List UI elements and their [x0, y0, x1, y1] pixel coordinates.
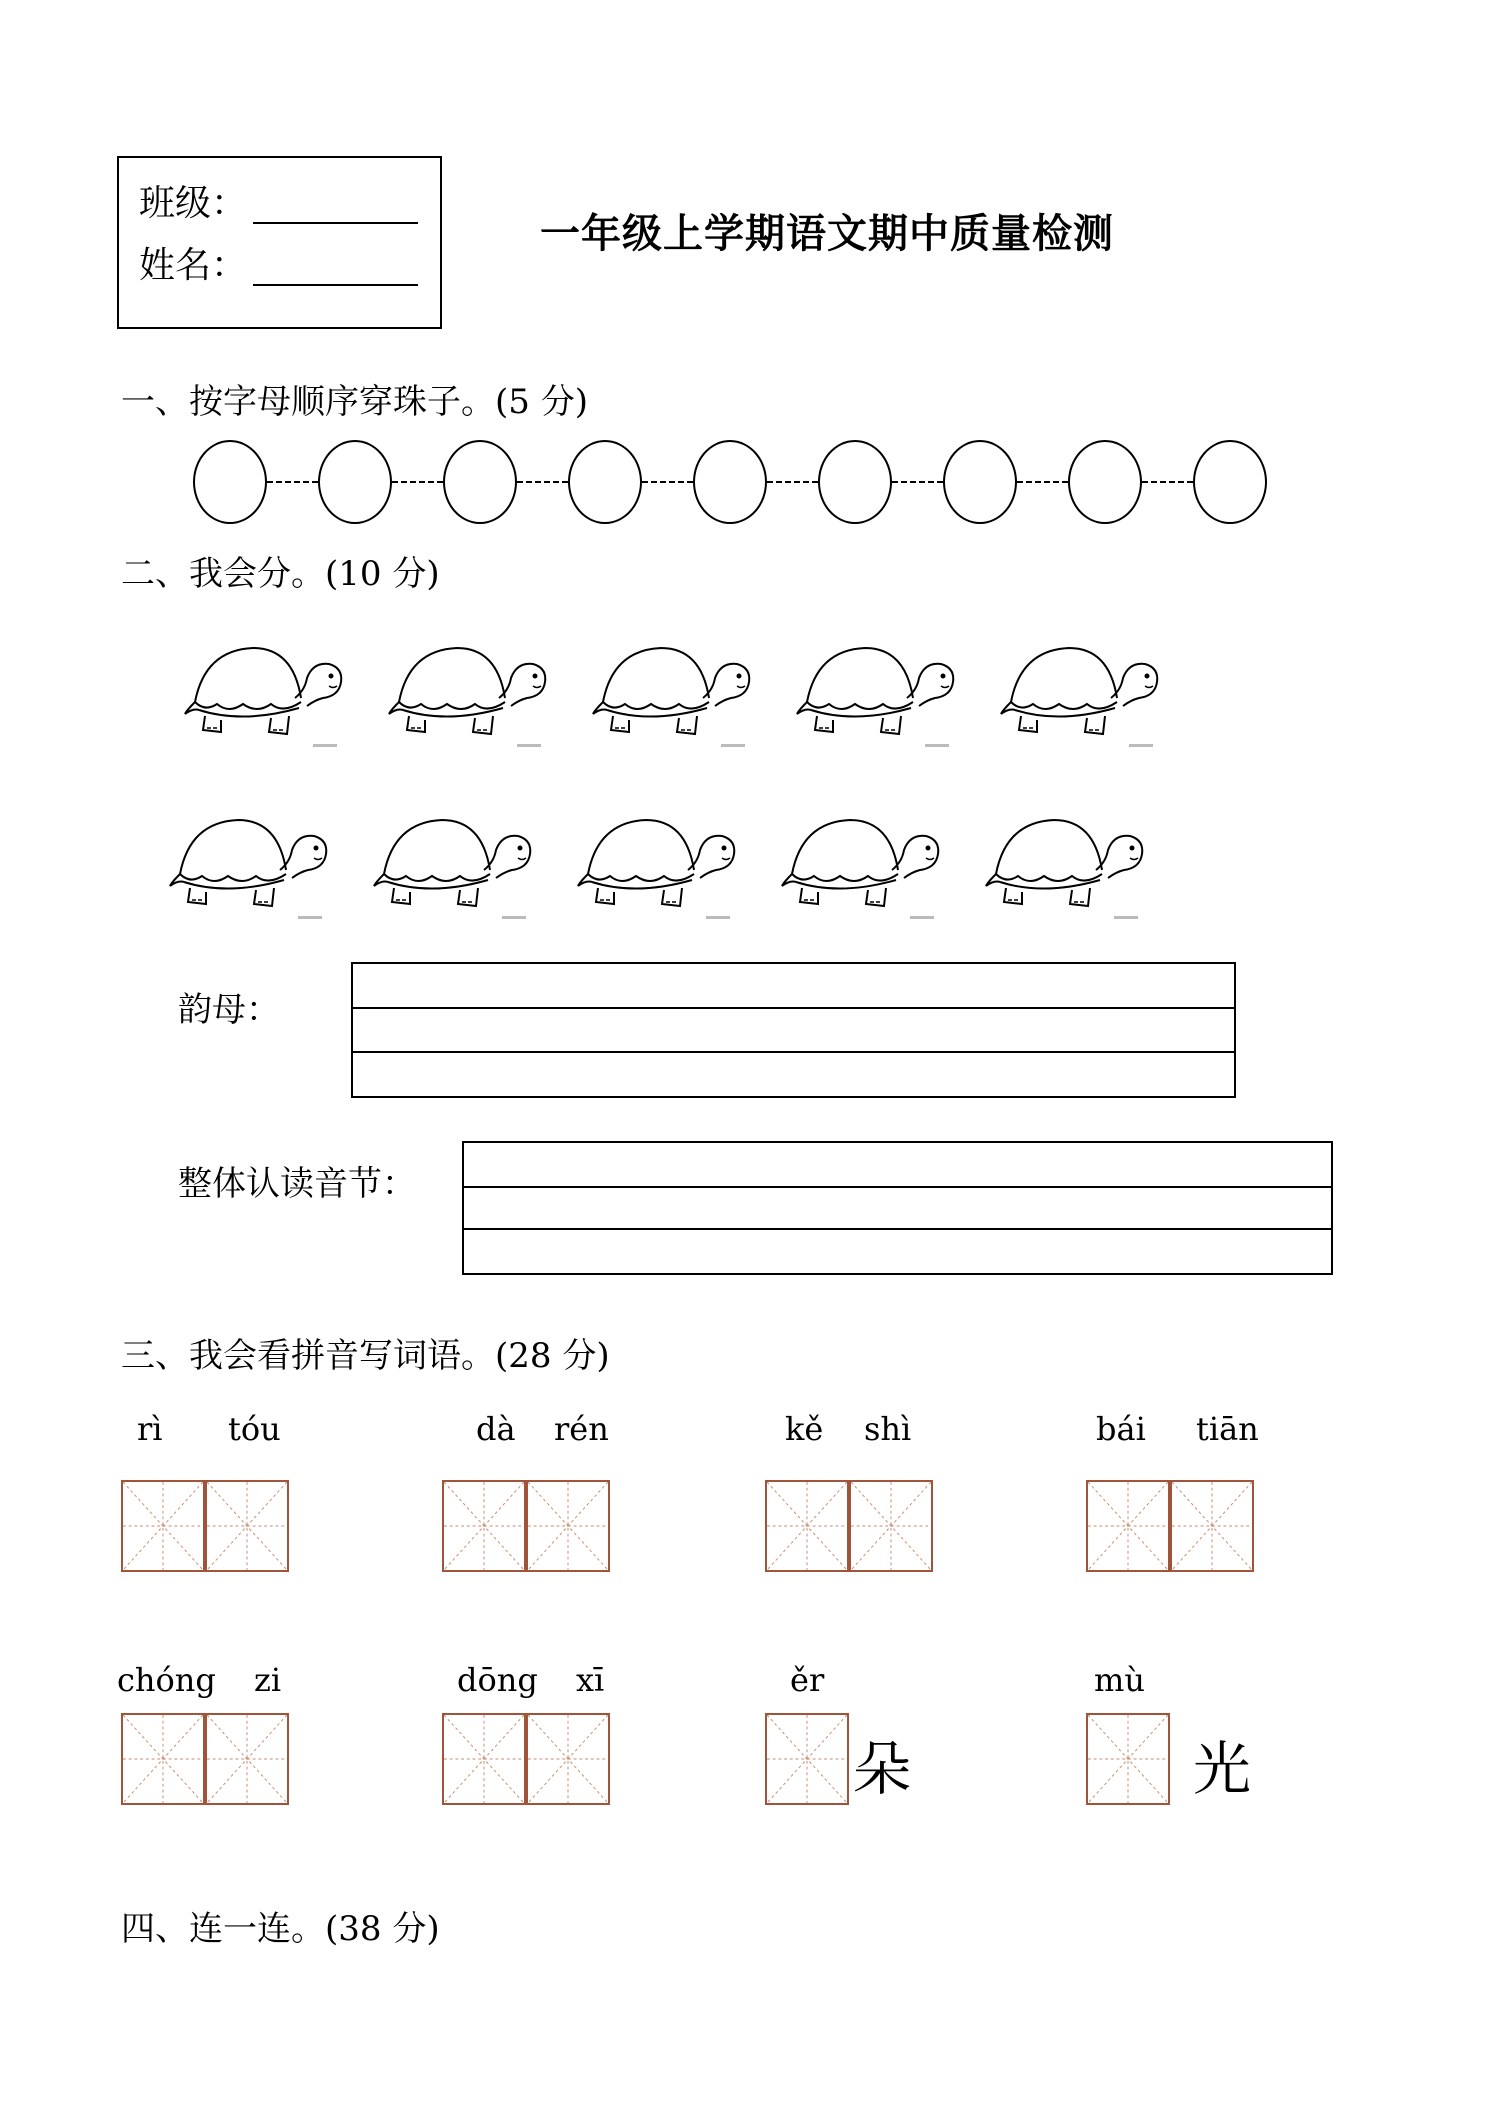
image-mark [502, 916, 526, 919]
turtle-image [372, 812, 532, 922]
turtle-image [999, 640, 1159, 750]
student-info-box [117, 156, 442, 329]
section4-heading: 四、连一连。(38 分) [121, 1909, 440, 1949]
given-character: 光 [1193, 1735, 1252, 1803]
page-title: 一年级上学期语文期中质量检测 [540, 210, 1114, 257]
writing-grid-cell[interactable] [1170, 1480, 1254, 1572]
finals-answer-lines[interactable] [351, 962, 1236, 1098]
writing-grid-cell[interactable] [442, 1713, 526, 1805]
answer-line [464, 1186, 1331, 1188]
pinyin: rì [137, 1410, 163, 1448]
section3-heading: 三、我会看拼音写词语。(28 分) [121, 1336, 610, 1376]
writing-grid-cell[interactable] [765, 1713, 849, 1805]
bead-circle[interactable] [193, 440, 267, 524]
bead-link [642, 481, 693, 483]
pinyin: shì [864, 1410, 912, 1448]
bead-circle[interactable] [693, 440, 767, 524]
bead-link [517, 481, 568, 483]
class-blank[interactable] [253, 190, 418, 224]
syllables-answer-lines[interactable] [462, 1141, 1333, 1275]
name-blank[interactable] [253, 252, 418, 286]
turtle-image [576, 812, 736, 922]
image-mark [313, 744, 337, 747]
turtle-image [984, 812, 1144, 922]
writing-grid-cell[interactable] [526, 1480, 610, 1572]
bead-circle[interactable] [568, 440, 642, 524]
class-row [139, 184, 418, 224]
bead-link [392, 481, 443, 483]
writing-grid-cell[interactable] [205, 1713, 289, 1805]
bead-link [1017, 481, 1068, 483]
bead-circle[interactable] [818, 440, 892, 524]
writing-grid-cell[interactable] [1086, 1713, 1170, 1805]
writing-grid-cell[interactable] [1086, 1480, 1170, 1572]
name-row [139, 246, 418, 286]
class-label: 班级： [139, 183, 248, 224]
pinyin: ěr [790, 1661, 825, 1699]
turtle-image [183, 640, 343, 750]
section2-heading: 二、我会分。(10 分) [121, 554, 440, 594]
given-character: 朵 [853, 1735, 912, 1803]
answer-line [464, 1228, 1331, 1230]
image-mark [298, 916, 322, 919]
bead-link [892, 481, 943, 483]
finals-label: 韵母： [178, 990, 280, 1030]
section1-heading: 一、按字母顺序穿珠子。(5 分) [121, 382, 588, 422]
pinyin: dà [476, 1410, 516, 1448]
pinyin: bái [1096, 1410, 1146, 1448]
turtle-image [168, 812, 328, 922]
bead-circle[interactable] [943, 440, 1017, 524]
bead-link [1142, 481, 1193, 483]
writing-grid-cell[interactable] [205, 1480, 289, 1572]
writing-grid-cell[interactable] [849, 1480, 933, 1572]
writing-grid-cell[interactable] [121, 1480, 205, 1572]
image-mark [1129, 744, 1153, 747]
writing-grid-cell[interactable] [765, 1480, 849, 1572]
bead-circle[interactable] [1068, 440, 1142, 524]
syllables-label: 整体认读音节： [178, 1164, 416, 1204]
pinyin: zi [254, 1661, 282, 1699]
answer-line [353, 1007, 1234, 1009]
pinyin: xī [576, 1661, 605, 1699]
answer-line [353, 1051, 1234, 1053]
pinyin: kě [785, 1410, 824, 1448]
name-label: 姓名： [139, 245, 248, 286]
bead-circle[interactable] [1193, 440, 1267, 524]
image-mark [517, 744, 541, 747]
writing-grid-cell[interactable] [121, 1713, 205, 1805]
turtle-image [591, 640, 751, 750]
pinyin: rén [554, 1410, 609, 1448]
bead-link [267, 481, 318, 483]
turtle-image [795, 640, 955, 750]
bead-link [767, 481, 818, 483]
image-mark [706, 916, 730, 919]
image-mark [910, 916, 934, 919]
writing-grid-cell[interactable] [526, 1713, 610, 1805]
pinyin: tiān [1196, 1410, 1259, 1448]
image-mark [721, 744, 745, 747]
pinyin: mù [1094, 1661, 1145, 1699]
image-mark [1114, 916, 1138, 919]
bead-circle[interactable] [443, 440, 517, 524]
bead-circle[interactable] [318, 440, 392, 524]
pinyin: tóu [228, 1410, 281, 1448]
pinyin: dōng [457, 1661, 538, 1699]
turtle-image [780, 812, 940, 922]
image-mark [925, 744, 949, 747]
turtle-image [387, 640, 547, 750]
writing-grid-cell[interactable] [442, 1480, 526, 1572]
pinyin: chóng [117, 1661, 216, 1699]
